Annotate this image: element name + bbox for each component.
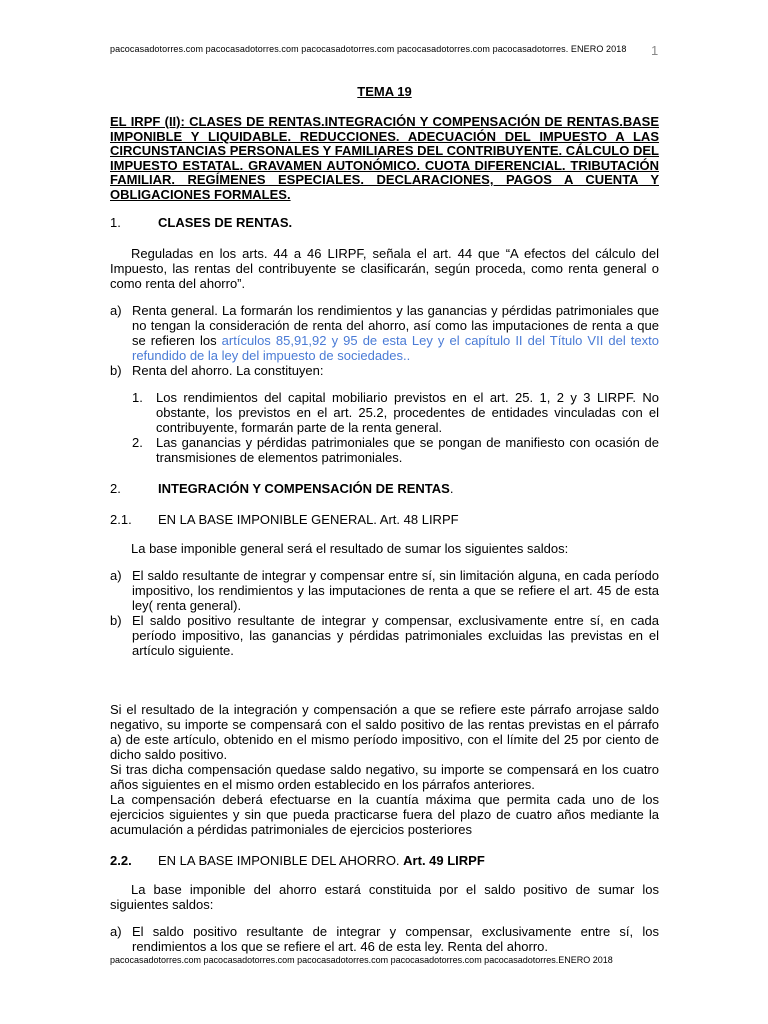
list-text — [132, 303, 659, 363]
list-text: Las ganancias y pérdidas patrimoniales que se pongan de manifiesto con ocasión de transmisiones de elementos patrimoniales. — [156, 434, 659, 465]
document-title: EL IRPF (II): CLASES DE RENTAS.INTEGRACIÓN Y COMPENSACIÓN DE RENTAS.BASE IMPONIBLE Y LIQUIDABLE. REDUCCIONES. ADECUACIÓN DEL IMPUESTO A LAS CIRCUNSTANCIAS PERSONALES Y FAMILIARES DEL CONTRIBUYENTE. CÁLCULO DEL IMPUESTO ESTATAL. GRAVAMEN AUTONÓMICO. CUOTA DIFERENCIAL. TRIBUTACIÓN FAMILIAR. REGÍMENES ESPECIALES. DECLARACIONES, PAGOS A CUENTA Y OBLIGACIONES FORMALES. — [110, 114, 659, 202]
list-item-b — [110, 613, 659, 658]
list-marker: 2. — [132, 434, 143, 450]
section-title-text: EN LA BASE IMPONIBLE DEL AHORRO. — [158, 852, 400, 868]
list-marker: 1. — [132, 389, 143, 405]
section-title — [158, 853, 659, 868]
list-text: El saldo positivo resultante de integrar y compensar, exclusivamente entre sí, en cada período impositivo, las ganancias y pérdidas patrimoniales excluidas las previstas en el artículo siguiente. — [132, 612, 659, 658]
list-item-b — [110, 363, 659, 378]
numbered-item-1 — [132, 390, 659, 435]
renta-general-text: Renta general. La formarán los rendimientos y las ganancias y pérdidas patrimoniales que no tengan la consideración de renta del ahorro, así como las imputaciones de renta a que se refieren los — [132, 302, 659, 348]
section-title — [158, 481, 659, 496]
list-marker: a) — [110, 923, 122, 939]
section-2-2-intro: La base imponible del ahorro estará constituida por el saldo positivo de sumar los siguientes saldos: — [110, 881, 659, 912]
paragraph: La compensación deberá efectuarse en la cuantía máxima que permita cada uno de los ejercicios siguientes y sin que pueda practicarse fuera del plazo de cuatro años mediante la acumulación a pérdidas patrimoniales de ejercicios posteriores — [110, 791, 659, 837]
list-text: Renta del ahorro. La constituyen: — [132, 362, 324, 378]
section-2-heading — [110, 481, 659, 496]
list-marker: b) — [110, 362, 122, 378]
section-title: EN LA BASE IMPONIBLE GENERAL. Art. 48 LIRPF — [158, 511, 459, 527]
section-2-2-heading — [110, 853, 659, 868]
section-number: 1. — [110, 214, 121, 230]
list-marker: a) — [110, 302, 122, 318]
paragraph: Si el resultado de la integración y compensación a que se refiere este párrafo arrojase saldo negativo, su importe se compensará con el saldo positivo de las rentas previstas en el párrafo a) de este artículo, obtenido en el mismo período impositivo, con el límite del 25 por ciento de dicho saldo positivo. — [110, 701, 659, 762]
list-text: El saldo resultante de integrar y compensar entre sí, sin limitación alguna, en cada período impositivo, los rendimientos y las imputaciones de renta a que se refiere el art. 45 de esta ley( renta general). — [132, 567, 659, 613]
page-footer: pacocasadotorres.com pacocasadotorres.com pacocasadotorres.com pacocasadotorres.com pacocasadotorres.ENERO 2018 — [110, 955, 613, 965]
section-2-1-intro: La base imponible general será el resultado de sumar los siguientes saldos: — [131, 540, 569, 556]
section-1-intro: Reguladas en los arts. 44 a 46 LIRPF, señala el art. 44 que “A efectos del cálculo del Impuesto, las rentas del contribuyente se clasificarán, según proceda, como renta general o como renta del ahorro”. — [110, 245, 659, 291]
list-text: Los rendimientos del capital mobiliario previstos en el art. 25. 1, 2 y 3 LIRPF. No obstante, los previstos en el art. 25.2, procedentes de entidades vinculadas con el contribuyente, formarán parte de la renta general. — [156, 389, 659, 435]
page-header: pacocasadotorres.com pacocasadotorres.com pacocasadotorres.com pacocasadotorres.com pacocasadotorres. ENERO 2018 — [110, 44, 627, 54]
articles-link[interactable]: artículos 85,91,92 y 95 de esta Ley y el capítulo II del Título VII del texto refundido de la ley del impuesto de sociedades.. — [132, 332, 659, 363]
tema-heading: TEMA 19 — [357, 84, 412, 99]
section-number: 2. — [110, 480, 121, 496]
section-number: 2.2. — [110, 852, 132, 868]
list-item-a — [110, 303, 659, 363]
section-title-period: . — [449, 480, 454, 496]
section-2-1-heading — [110, 512, 659, 527]
section-number: 2.1. — [110, 511, 132, 527]
section-title: CLASES DE RENTAS. — [158, 214, 293, 230]
section-title-article: Art. 49 LIRPF — [403, 852, 485, 868]
paragraph: Si tras dicha compensación quedase saldo negativo, su importe se compensará en los cuatro años siguientes en el mismo orden establecido en los párrafos anteriores. — [110, 761, 659, 792]
list-marker: a) — [110, 567, 122, 583]
page-number: 1 — [651, 43, 659, 58]
list-item-a — [110, 568, 659, 613]
numbered-item-2 — [132, 435, 659, 465]
section-1-heading — [110, 215, 659, 230]
section-title-text: INTEGRACIÓN Y COMPENSACIÓN DE RENTAS — [158, 480, 450, 496]
list-item-a — [110, 924, 659, 954]
list-text: El saldo positivo resultante de integrar y compensar, exclusivamente entre sí, los rendimientos a los que se refiere el art. 46 de esta ley. Renta del ahorro. — [132, 923, 659, 954]
document-body — [110, 84, 659, 954]
list-marker: b) — [110, 612, 122, 628]
